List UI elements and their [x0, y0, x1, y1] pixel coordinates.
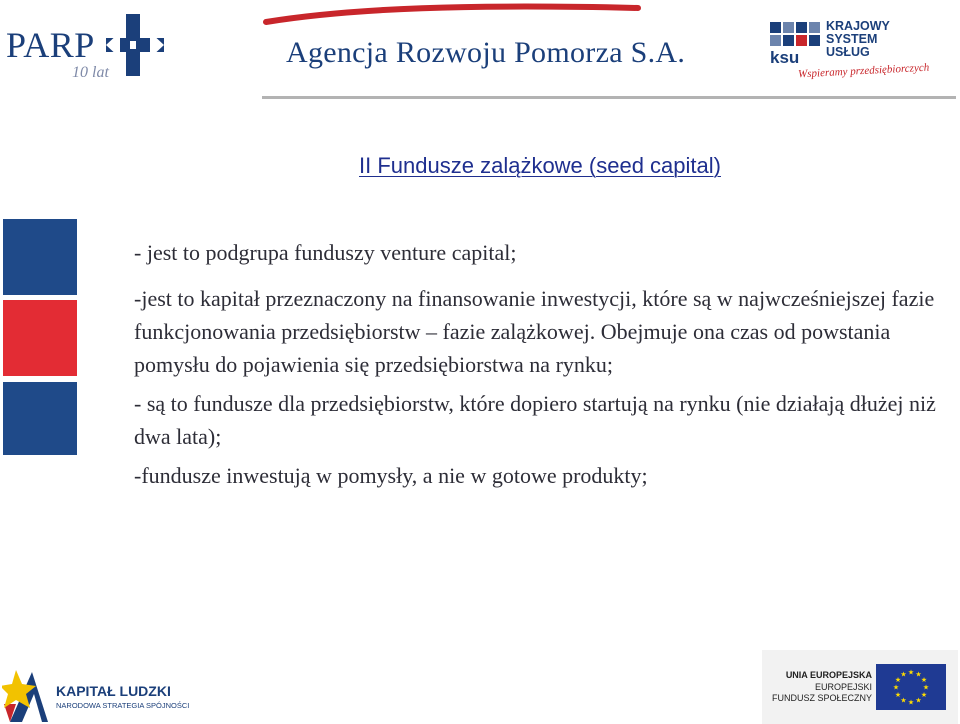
eu-line-2: EUROPEJSKI [814, 681, 872, 692]
ksu-line-2: SYSTEM [826, 32, 878, 46]
eu-line-1: UNIA EUROPEJSKA [785, 670, 872, 680]
decor-square-navy-bottom [3, 382, 77, 455]
ksu-logo [770, 18, 930, 88]
slide-body [134, 236, 946, 492]
eu-text [772, 670, 872, 705]
eu-logo-block [762, 650, 958, 724]
agency-title: Agencja Rozwoju Pomorza S.A. [286, 36, 686, 69]
ksu-line-3: USŁUG [826, 45, 870, 59]
kapital-ludzki-name: KAPITAŁ LUDZKI [56, 683, 171, 699]
eu-star-icon: ★ [920, 676, 928, 684]
eu-line-3: FUNDUSZ SPOŁECZNY [771, 693, 872, 703]
parp-emblem-icon [106, 14, 164, 76]
eu-star-icon: ★ [894, 691, 902, 699]
eu-star-icon: ★ [915, 696, 922, 705]
decor-square-red [3, 300, 77, 376]
eu-star-icon: ★ [892, 683, 900, 692]
parp-logo-word: PARP [6, 25, 95, 65]
ksu-logo-text [826, 20, 890, 59]
eu-star-icon: ★ [907, 668, 915, 677]
kapital-ludzki-emblem-icon [2, 664, 52, 722]
eu-star-icon: ★ [922, 683, 930, 692]
bullet-4: -fundusze inwestują w pomysły, a nie w gotowe produkty; [134, 463, 648, 488]
bullet-2: -jest to kapitał przeznaczony na finansowanie inwestycji, które są w najwcześniejszej fazie funkcjonowania przedsiębiorstw – fazie zalążkowej. Obejmuje ona czas od powstania pomysłu do pojawienia się przedsiębiorstwa na rynku; [134, 286, 935, 377]
ksu-tagline: Wspieramy przedsiębiorczych [797, 61, 930, 81]
parp-logo-subtitle: 10 lat [72, 64, 109, 81]
eu-star-icon: ★ [900, 670, 907, 679]
parp-logo [6, 14, 166, 84]
bullet-3: - są to fundusze dla przedsiębiorstw, które dopiero startują na rynku (nie działają dłużej niż dwa lata); [134, 391, 936, 449]
decor-square-navy-top [3, 219, 77, 295]
eu-star-icon: ★ [915, 670, 922, 679]
kapital-ludzki-subtitle: NARODOWA STRATEGIA SPÓJNOŚCI [56, 701, 190, 710]
agency-swoosh-icon [262, 2, 642, 32]
eu-flag-icon [876, 664, 946, 710]
eu-star-icon: ★ [894, 676, 902, 684]
eu-star-icon: ★ [920, 691, 928, 699]
bullet-1: - jest to podgrupa funduszy venture capital; [134, 240, 517, 265]
header-divider [262, 96, 956, 99]
ksu-line-1: KRAJOWY [826, 19, 890, 33]
eu-star-icon: ★ [900, 696, 907, 705]
eu-stars-icon [876, 664, 946, 710]
ksu-abbr: ksu [770, 48, 800, 67]
eu-star-icon: ★ [907, 698, 915, 707]
slide-title: II Fundusze zalążkowe (seed capital) [359, 153, 721, 178]
kapital-ludzki-logo [2, 664, 190, 722]
